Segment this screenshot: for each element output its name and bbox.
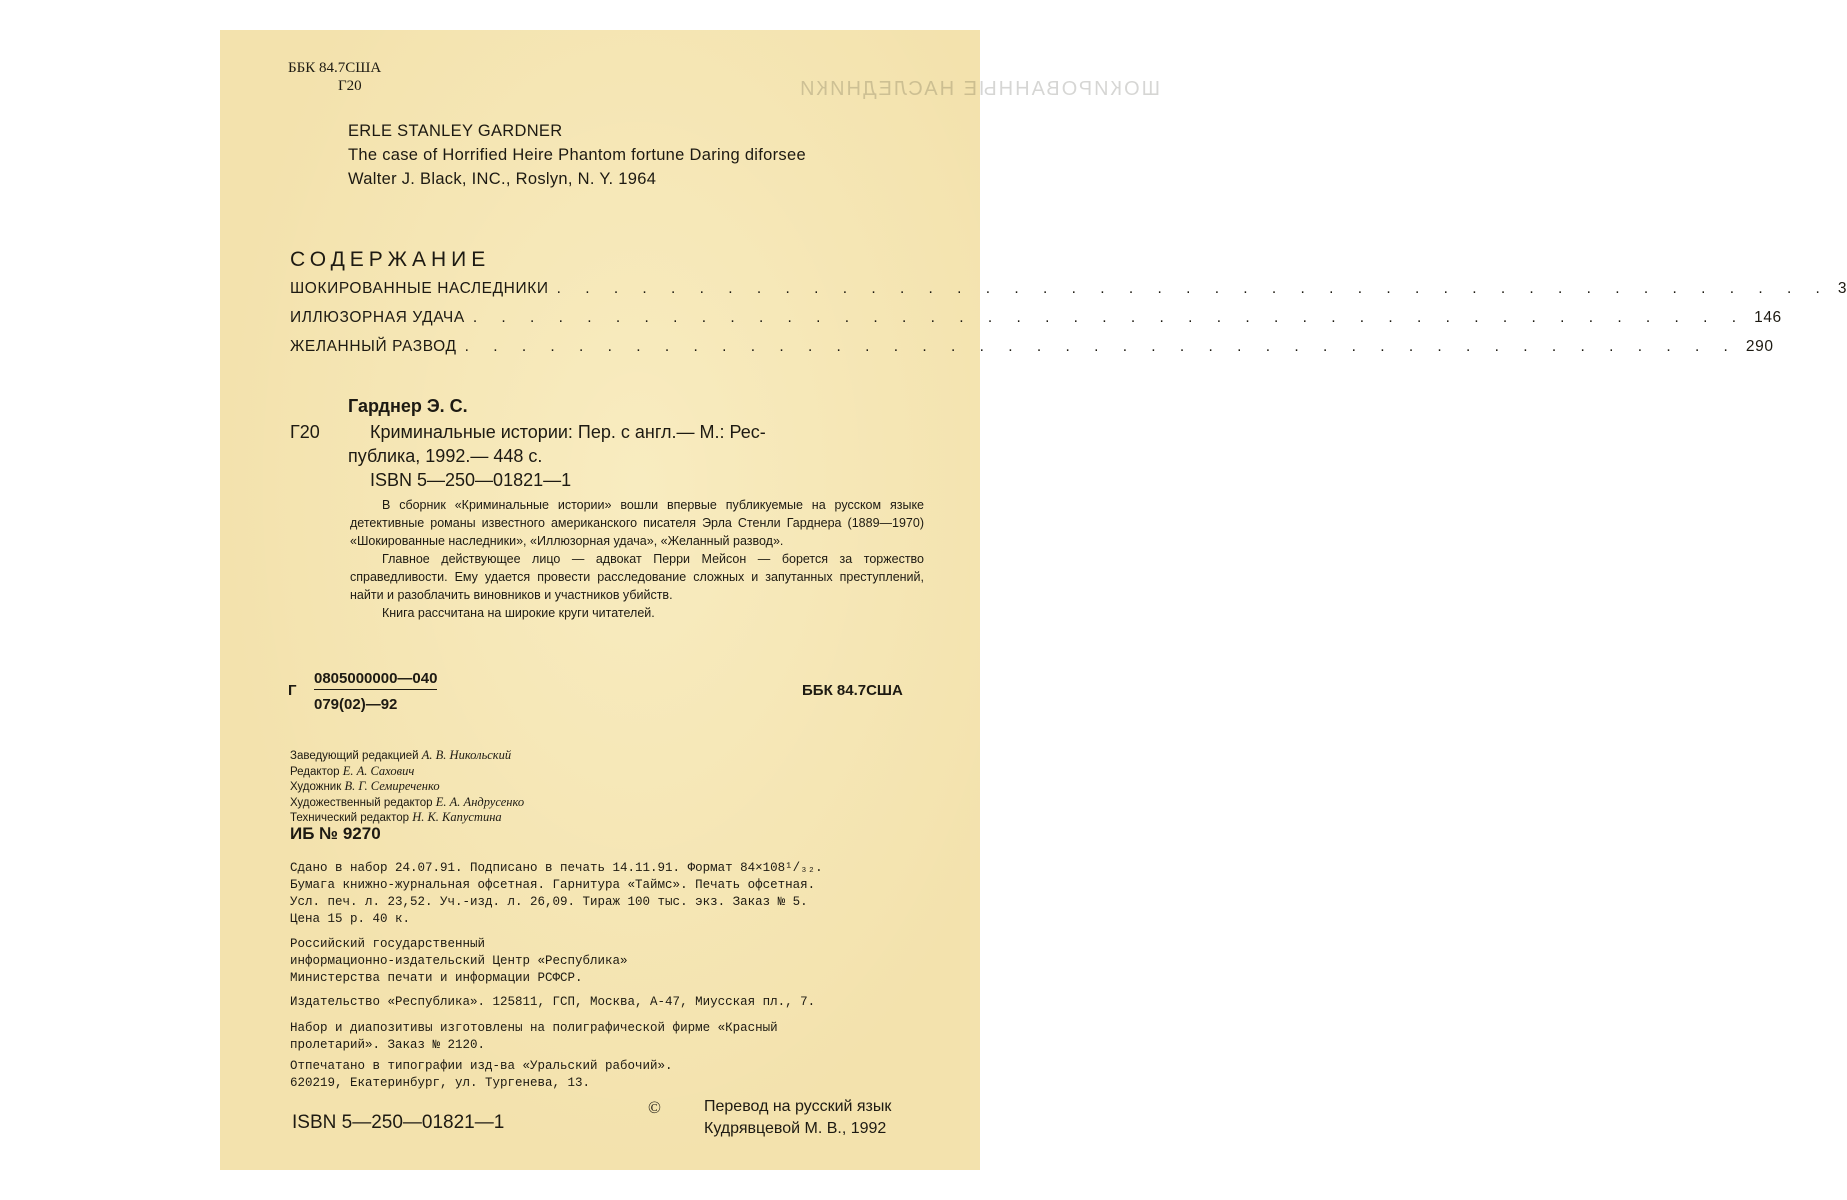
- staff-role: Художник: [290, 781, 342, 793]
- imprint-line: пролетарий». Заказ № 2120.: [290, 1038, 486, 1052]
- staff-name: Н. К. Капустина: [412, 810, 502, 824]
- catalog-author: Гарднер Э. С.: [348, 396, 468, 416]
- staff-name: В. Г. Семиреченко: [344, 779, 440, 793]
- contents-item-page: 3: [1837, 280, 1847, 297]
- imprint-line: Издательство «Республика». 125811, ГСП, Москва, А-47, Миусская пл., 7.: [290, 995, 816, 1009]
- imprint-line: Российский государственный: [290, 937, 486, 951]
- contents-item-title: ИЛЛЮЗОРНАЯ УДАЧА: [290, 309, 465, 326]
- imprint-line: Министерства печати и информации РСФСР.: [290, 971, 583, 985]
- code-denominator: 079(02)—92: [314, 696, 398, 713]
- imprint-line: Усл. печ. л. 23,52. Уч.-изд. л. 26,09. Тираж 100 тыс. экз. Заказ № 5.: [290, 895, 808, 909]
- contents-item: [290, 309, 1782, 331]
- staff-line: [290, 764, 524, 780]
- staff-role: Художественный редактор: [290, 796, 433, 809]
- staff-role: Заведующий редакцией: [290, 750, 419, 762]
- staff-line: [290, 748, 524, 764]
- footer-isbn: ISBN 5—250—01821—1: [292, 1112, 505, 1133]
- annotation-paragraph: Главное действующее лицо — адвокат Перри Мейсон — борется за торжество справедливости. Ему удается провести расследование сложных и запутанных преступлений, найти и разоблачить виновников и участников убийств.: [350, 552, 924, 602]
- catalog-code: Г20: [290, 422, 320, 442]
- imprint-line: Сдано в набор 24.07.91. Подписано в печать 14.11.91. Формат 84×108¹/₃₂.: [290, 861, 823, 875]
- imprint-line: Бумага книжно-журнальная офсетная. Гарнитура «Таймс». Печать офсетная.: [290, 878, 816, 892]
- bbk-code-top: ББК 84.7США: [288, 60, 382, 76]
- annotation: [350, 496, 924, 622]
- contents-item: [290, 280, 1847, 302]
- original-titles: The case of Horrified Heire Phantom fortune Daring diforsee: [348, 146, 806, 164]
- copyright-icon: ©: [648, 1098, 661, 1117]
- catalog-title-line2: публика, 1992.— 448 с.: [348, 446, 543, 466]
- bbk-code-mid: ББК 84.7США: [802, 682, 903, 699]
- original-publisher: Walter J. Black, INC., Roslyn, N. Y. 1964: [348, 170, 657, 188]
- staff-line: [290, 795, 524, 811]
- leader-dots: [473, 309, 1746, 327]
- staff-line: [290, 779, 524, 795]
- contents-title: СОДЕРЖАНИЕ: [290, 248, 491, 271]
- print-details: [290, 860, 926, 928]
- imprint-line: Отпечатано в типографии изд-ва «Уральский рабочий».: [290, 1059, 673, 1073]
- annotation-paragraph: Книга рассчитана на широкие круги читателей.: [382, 606, 655, 620]
- publishing-center: [290, 936, 926, 987]
- imprint-line: Цена 15 р. 40 к.: [290, 912, 411, 926]
- staff-role: Технический редактор: [290, 812, 409, 824]
- printing-house: [290, 1058, 926, 1092]
- contents-item-title: ШОКИРОВАННЫЕ НАСЛЕДНИКИ: [290, 280, 549, 297]
- catalog-title-line1: Криминальные истории: Пер. с англ.— М.: Рес-: [370, 422, 766, 442]
- code-numerator: 0805000000—040: [314, 670, 437, 690]
- book-imprint-page: [220, 30, 1847, 1170]
- contents-item-title: ЖЕЛАННЫЙ РАЗВОД: [290, 338, 457, 355]
- staff-list: [290, 748, 524, 826]
- leader-dots: [465, 338, 1738, 356]
- original-author: ERLE STANLEY GARDNER: [348, 122, 563, 140]
- ib-number: ИБ № 9270: [290, 824, 381, 843]
- staff-name: Е. А. Андрусенко: [435, 794, 525, 809]
- staff-role: Редактор: [290, 765, 340, 778]
- bleed-through-text: ШОКИРОВАННЫЕ НАСЛЕДНИКИ: [798, 78, 1160, 100]
- contents-item-page: 146: [1754, 309, 1782, 326]
- code-letter: Г: [288, 682, 297, 699]
- catalog-isbn: ISBN 5—250—01821—1: [370, 470, 572, 490]
- staff-name: А. В. Никольский: [421, 748, 512, 762]
- imprint-line: Набор и диапозитивы изготовлены на полиграфической фирме «Красный: [290, 1021, 778, 1035]
- leader-dots: [557, 280, 1830, 298]
- imprint-line: 620219, Екатеринбург, ул. Тургенева, 13.: [290, 1076, 591, 1090]
- typeset-info: [290, 1020, 926, 1054]
- imprint-line: информационно-издательский Центр «Республика»: [290, 954, 628, 968]
- translation-credit-line2: Кудрявцевой М. В., 1992: [704, 1120, 887, 1137]
- contents-item-page: 290: [1745, 338, 1774, 355]
- staff-name: Е. А. Сахович: [342, 763, 415, 778]
- contents-item: [290, 338, 1774, 360]
- translation-credit-line1: Перевод на русский язык: [704, 1098, 892, 1115]
- annotation-paragraph: В сборник «Криминальные истории» вошли впервые публикуемые на русском языке детективные романы известного американского писателя Эрла Стенли Гарднера (1889—1970) «Шокированные наследники», «Иллюзорная удача», «Желанный развод».: [350, 498, 924, 548]
- publisher-address: [290, 994, 926, 1011]
- author-code-top: Г20: [338, 78, 362, 94]
